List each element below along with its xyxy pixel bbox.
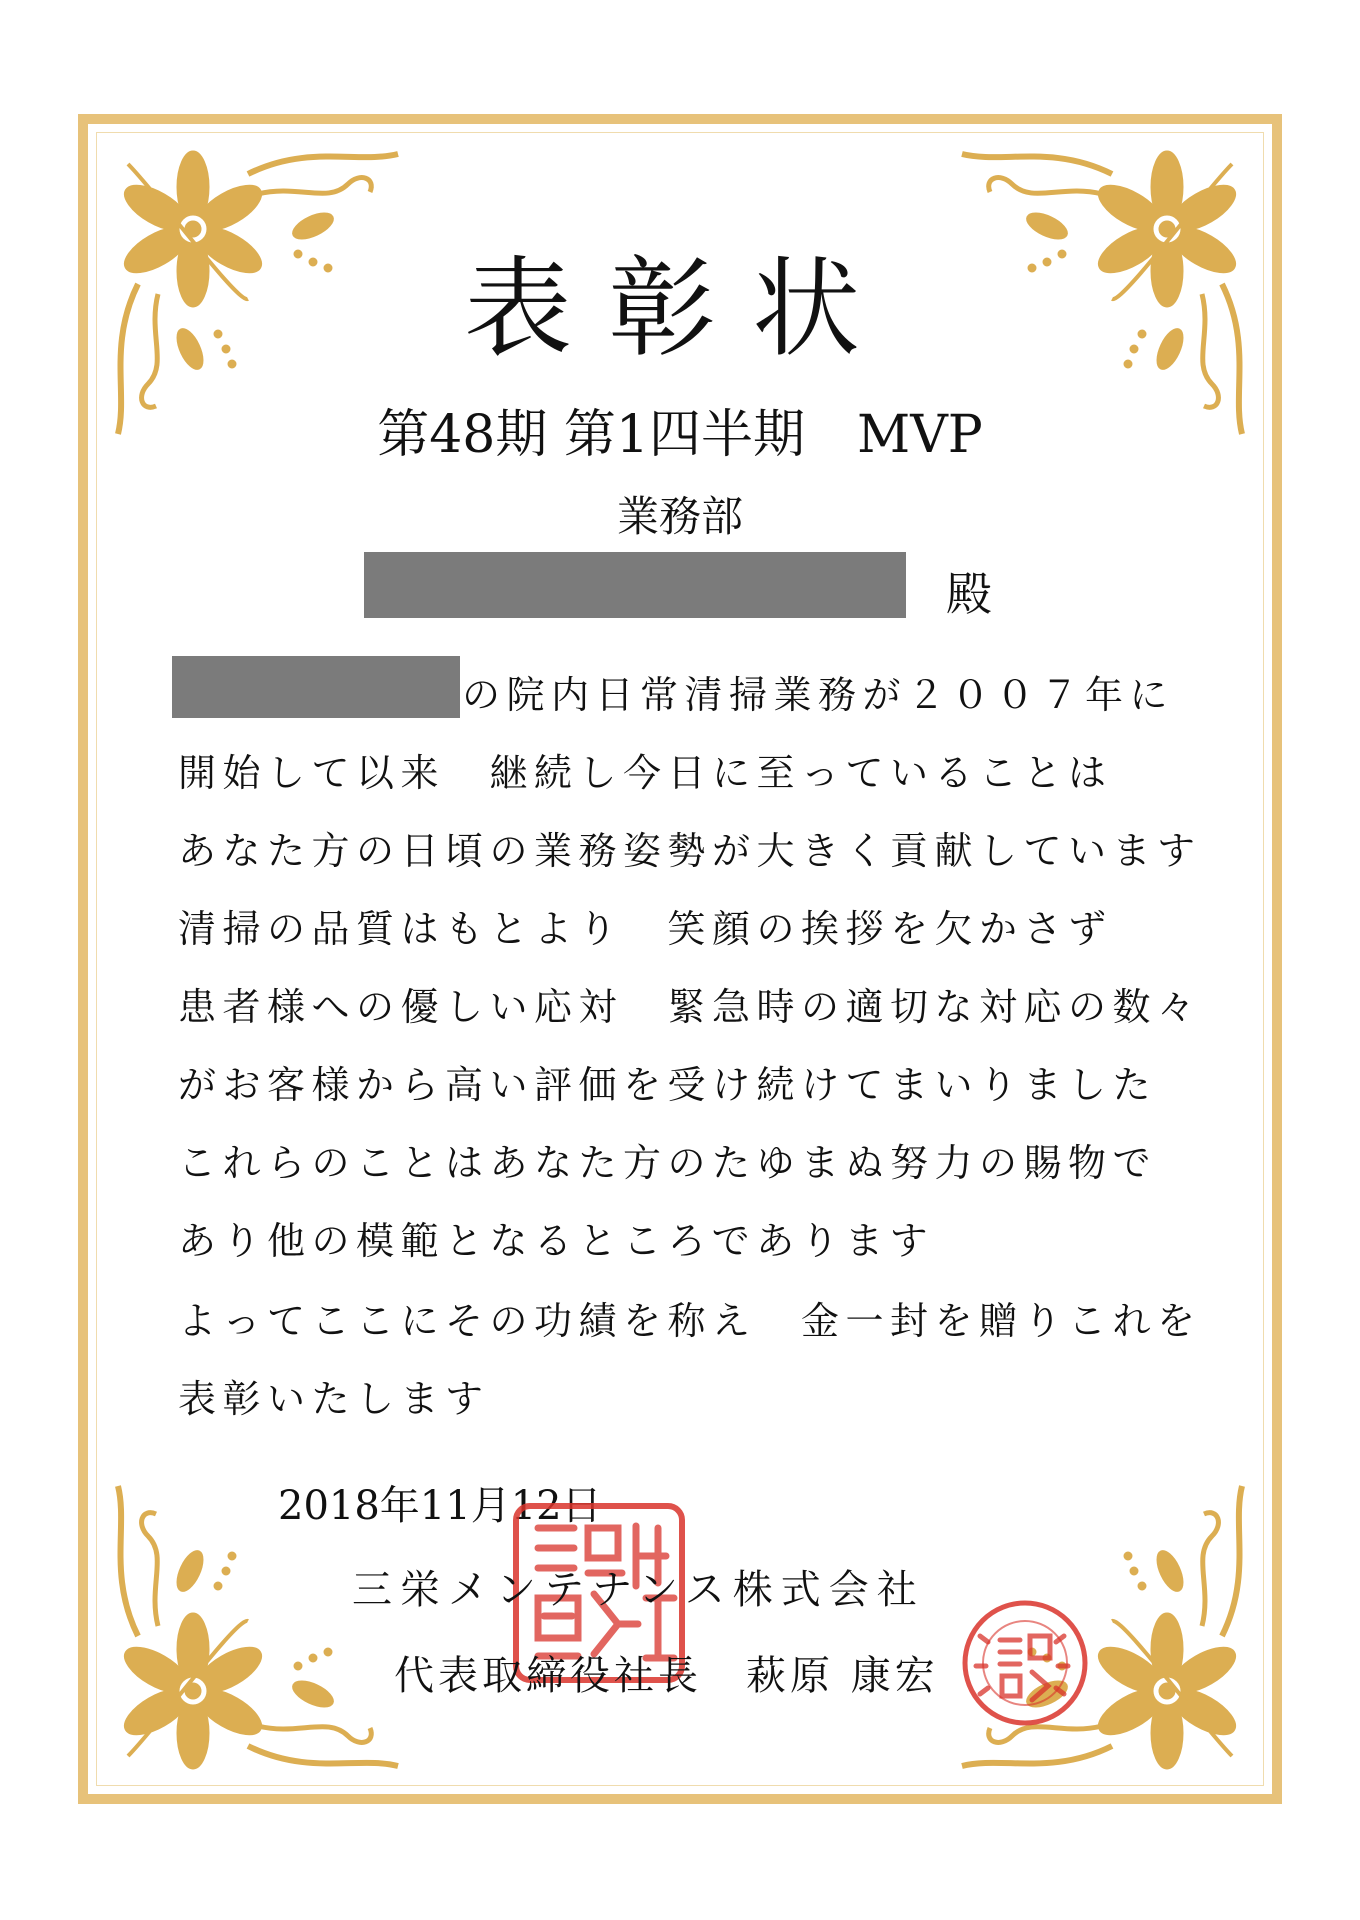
award-subtitle: 第48期 第1四半期 MVP [377,405,983,465]
department-name: 業務部 [616,492,743,541]
company-name: 三栄メンテナンス株式会社 [352,1567,925,1613]
representative-name: 代表取締役社長 萩原 康宏 [394,1653,939,1699]
body-line: あり他の模範となるところであります [178,1219,935,1263]
body-line: これらのことはあなた方のたゆまぬ努力の賜物で [178,1141,1158,1185]
issue-date: 2018年11月12日 [278,1483,602,1529]
body-line: 開始して以来 継続し今日に至っていることは [178,751,1113,795]
body-line: の院内日常清掃業務が２００７年に [462,673,1175,717]
body-line: 表彰いたします [178,1377,490,1421]
president-seal-icon [958,1596,1092,1730]
body-line: よってここにその功績を称え 金一封を贈りこれを [178,1299,1202,1343]
certificate-title: 表彰状 [463,247,896,372]
body-line: がお客様から高い評価を受け続けてまいりました [178,1063,1158,1107]
honorific: 殿 [946,567,992,621]
body-line: 清掃の品質はもとより 笑顔の挨拶を欠かさず [178,907,1113,951]
body-line: あなた方の日頃の業務姿勢が大きく貢献しています [178,829,1202,873]
redacted-recipient-name [364,552,906,618]
redacted-facility-name [172,656,460,718]
body-line: 患者様への優しい応対 緊急時の適切な対応の数々 [178,985,1202,1029]
